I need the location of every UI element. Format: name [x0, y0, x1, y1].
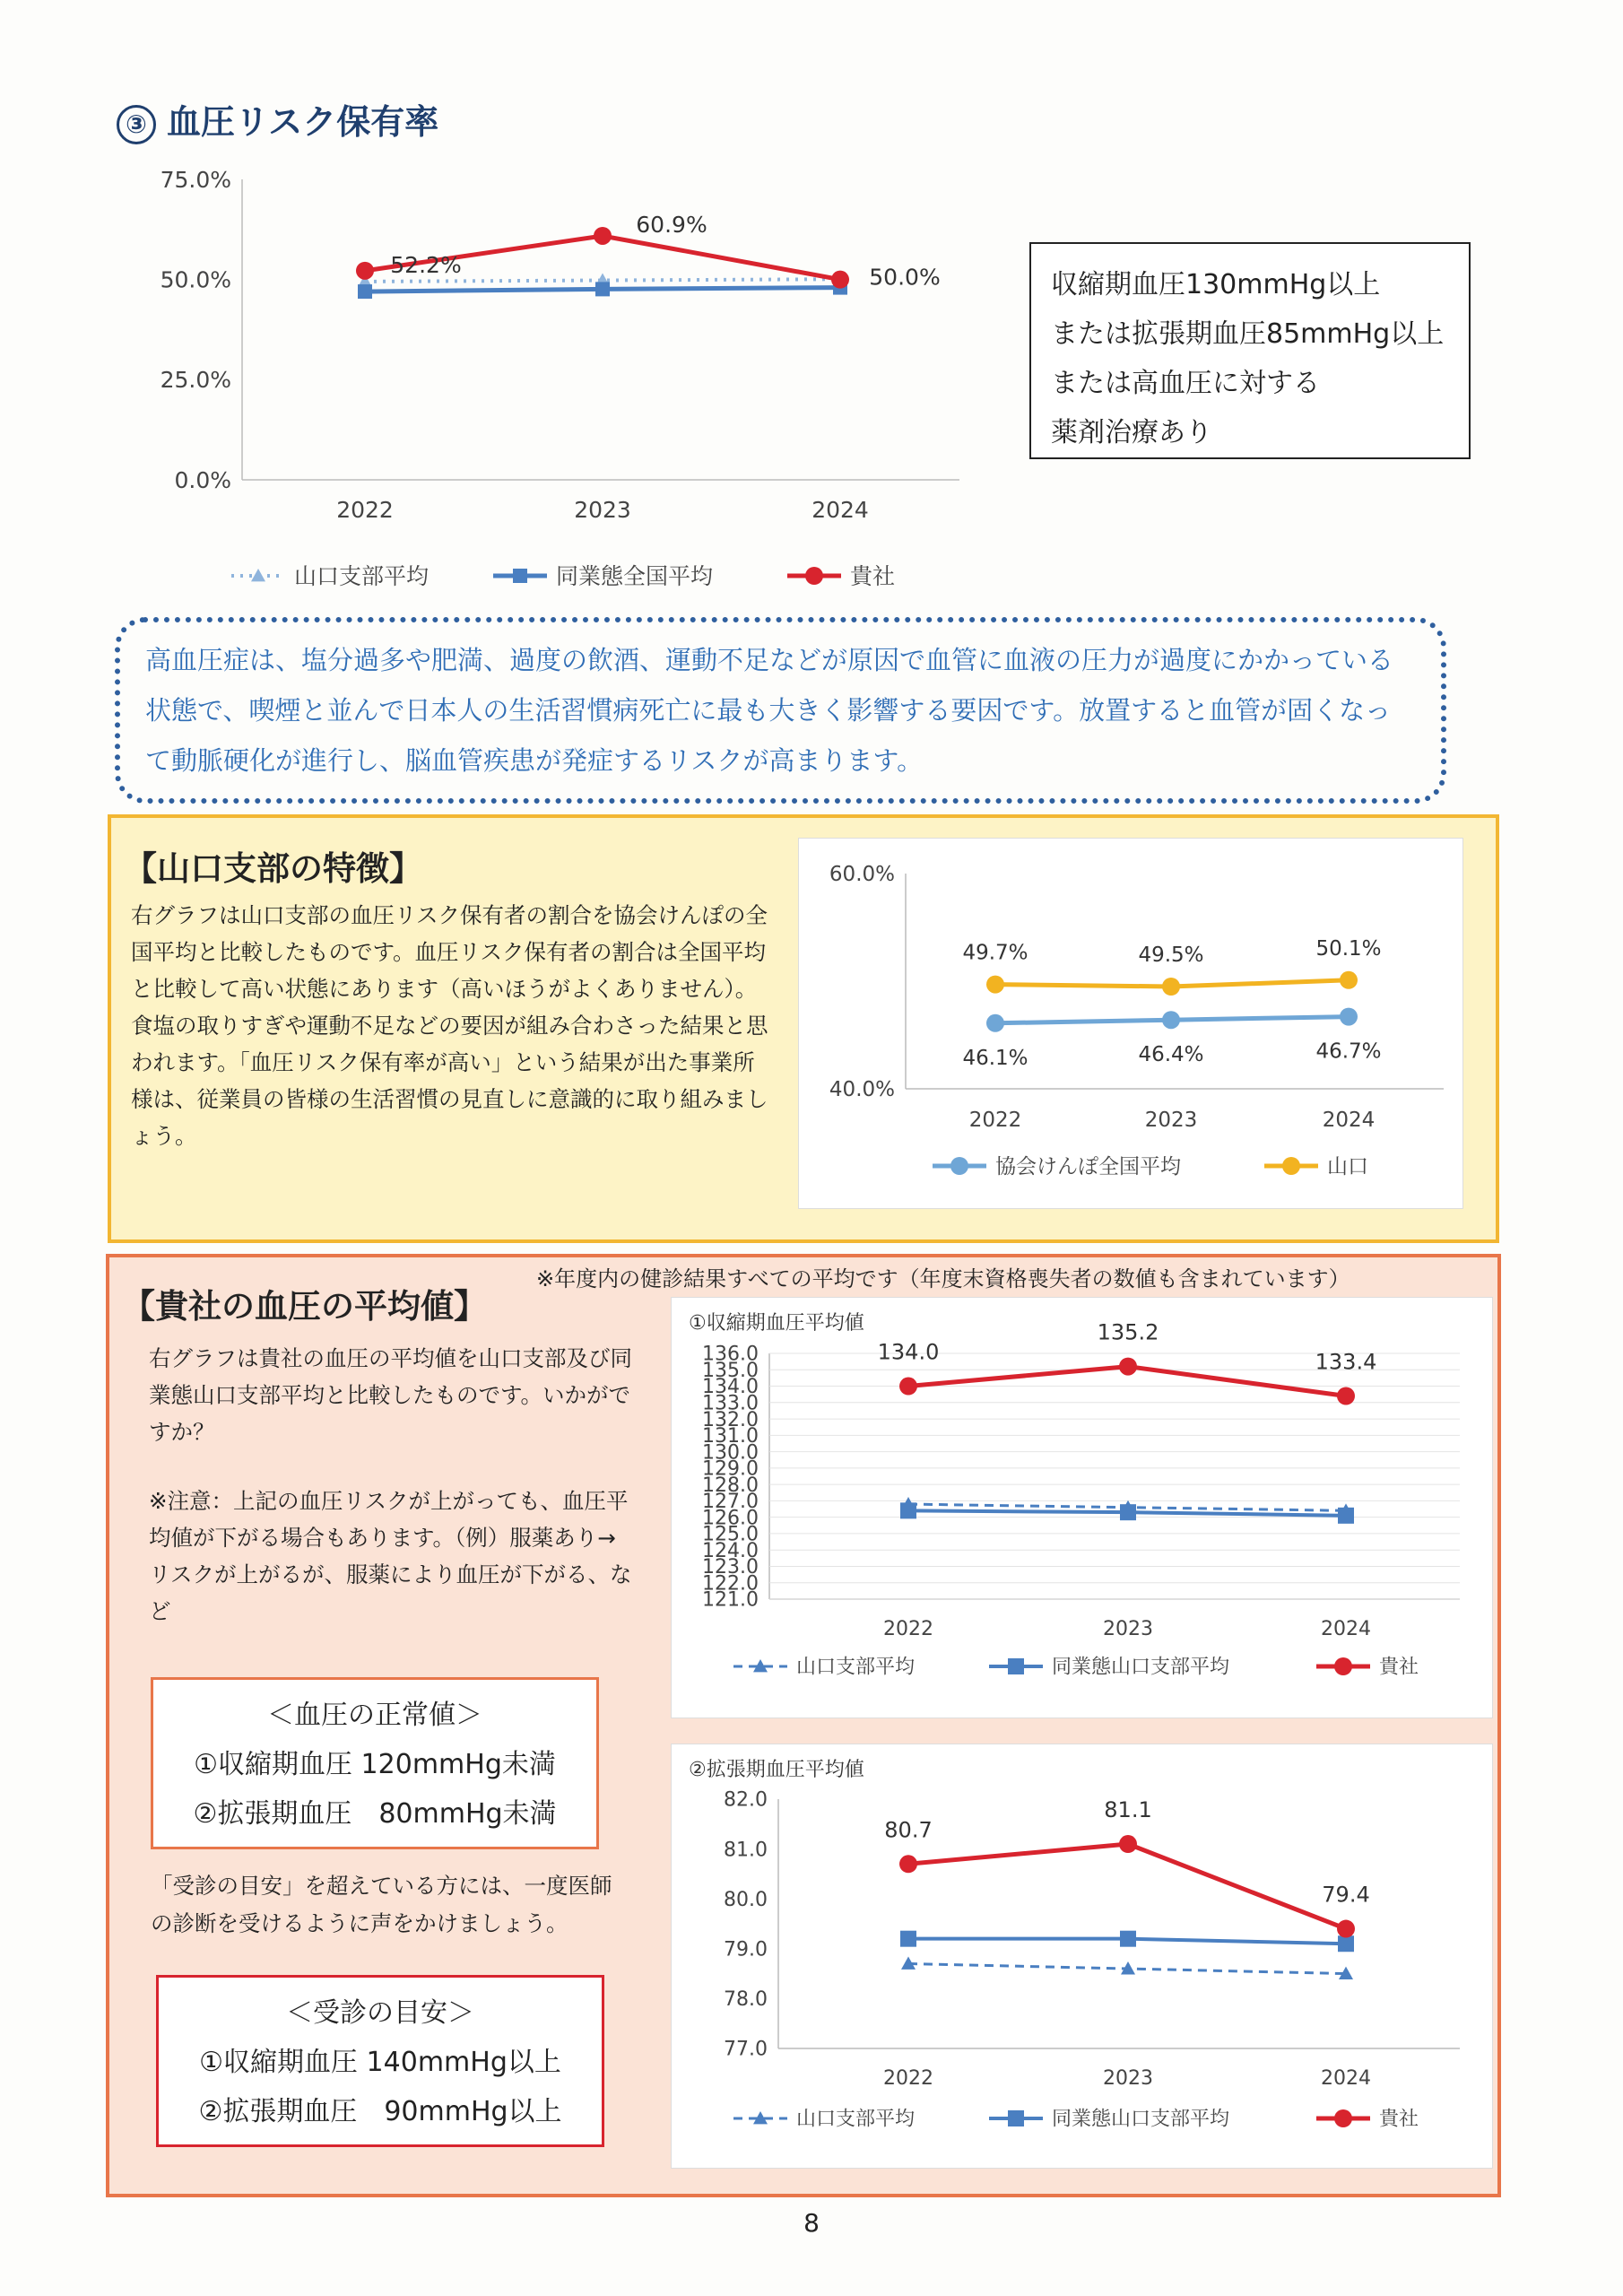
consult-criteria-box: [156, 1975, 604, 2147]
data-point: [900, 1931, 916, 1947]
legend-marker: [1334, 2109, 1352, 2127]
y-tick-label: 132.0: [702, 1408, 759, 1431]
y-tick-label: 128.0: [702, 1474, 759, 1497]
data-point: [595, 282, 610, 296]
x-tick-label: 2022: [968, 1109, 1022, 1132]
page-number: 8: [803, 2208, 820, 2238]
data-label: 52.2%: [390, 251, 462, 278]
y-tick-label: 125.0: [702, 1523, 759, 1546]
yamaguchi-feature-title: 【山口支部の特徴】: [124, 849, 422, 888]
data-point: [1340, 1008, 1358, 1026]
x-tick-label: 2023: [1103, 1618, 1153, 1640]
y-tick-label: 131.0: [702, 1425, 759, 1448]
risk-definition-line: または高血圧に対する: [1051, 368, 1320, 399]
x-tick-label: 2023: [1103, 2067, 1153, 2090]
y-tick-label: 127.0: [702, 1491, 759, 1514]
risk-definition-box: [1029, 242, 1471, 459]
data-point: [1338, 1508, 1354, 1524]
average-bp-text: [149, 1340, 633, 1630]
data-label: 49.7%: [962, 941, 1028, 965]
legend-label: 貴社: [1379, 2108, 1419, 2131]
y-tick-label: 130.0: [702, 1441, 759, 1465]
yamaguchi-risk-chart: [798, 838, 1462, 1207]
y-tick-label: 126.0: [702, 1507, 759, 1530]
legend-label: 山口支部平均: [796, 2108, 916, 2131]
legend-label: 貴社: [850, 562, 896, 589]
average-bp-title: 【貴社の血圧の平均値】: [122, 1287, 487, 1326]
data-label: 79.4: [1322, 1882, 1370, 1908]
data-label: 134.0: [877, 1339, 940, 1365]
x-tick-label: 2024: [1322, 1109, 1376, 1132]
consult-systolic: ①収縮期血圧 140mmHg以上: [199, 2047, 561, 2078]
legend-marker: [805, 567, 823, 585]
y-tick-label: 0.0%: [174, 466, 231, 493]
data-point: [899, 1378, 917, 1396]
legend-marker: [513, 569, 527, 583]
data-point: [1337, 1920, 1355, 1938]
legend-label: 協会けんぽ全国平均: [995, 1155, 1181, 1179]
data-label: 46.7%: [1315, 1039, 1382, 1064]
y-tick-label: 81.0: [724, 1839, 768, 1862]
y-tick-label: 79.0: [724, 1938, 768, 1961]
data-point: [1162, 1011, 1180, 1029]
data-label: 50.0%: [869, 264, 941, 291]
data-point: [986, 976, 1004, 994]
data-label: 49.5%: [1138, 944, 1204, 967]
section-number: ③: [117, 105, 156, 144]
chart-title: ①収縮期血圧平均値: [689, 1312, 864, 1335]
risk-definition-line: 収縮期血圧130mmHg以上: [1051, 269, 1381, 300]
y-tick-label: 60.0%: [829, 863, 895, 887]
systolic-average-chart: [671, 1297, 1491, 1717]
legend-label: 山口支部平均: [796, 1656, 916, 1679]
legend-label: 同業態全国平均: [556, 562, 714, 589]
data-point: [900, 1502, 916, 1518]
data-point: [1162, 978, 1180, 996]
normal-systolic: ①収縮期血圧 120mmHg未満: [194, 1749, 556, 1780]
data-point: [1340, 971, 1358, 989]
legend-label: 山口: [1327, 1155, 1368, 1179]
hypertension-explanation: 高血圧症は、塩分過多や肥満、過度の飲酒、運動不足などが原因で血管に血液の圧力が過度にかかっている状態で、喫煙と並んで日本人の生活習慣病死亡に最も大きく影響する要因です。放置すると血管が固くなって動脈硬化が進行し、脳血管疾患が発症するリスクが高まります。: [115, 617, 1446, 804]
data-point: [358, 284, 372, 299]
y-tick-label: 122.0: [702, 1572, 759, 1596]
data-point: [1337, 1387, 1355, 1405]
x-tick-label: 2023: [574, 497, 631, 523]
diastolic-average-chart: [671, 1744, 1491, 2167]
y-tick-label: 135.0: [702, 1359, 759, 1382]
y-tick-label: 136.0: [702, 1343, 759, 1366]
data-point: [831, 271, 849, 289]
legend-marker: [1008, 1658, 1024, 1674]
y-tick-label: 75.0%: [160, 166, 231, 193]
data-point: [1338, 1935, 1354, 1952]
y-tick-label: 133.0: [702, 1392, 759, 1415]
legend-marker: [251, 569, 265, 581]
y-tick-label: 25.0%: [160, 367, 231, 394]
data-label: 50.1%: [1315, 936, 1382, 961]
x-tick-label: 2022: [883, 1618, 933, 1640]
legend-label: 同業態山口支部平均: [1052, 1656, 1230, 1679]
data-point: [899, 1855, 917, 1873]
consult-criteria-title: ＜受診の目安＞: [286, 1997, 474, 2029]
y-tick-label: 134.0: [702, 1376, 759, 1399]
x-tick-label: 2022: [336, 497, 394, 523]
average-bp-caution: ※注意：上記の血圧リスクが上がっても、血圧平均値が下がる場合もあります。（例）服薬あり→リスクが上がるが、服薬により血圧が下がる、など: [149, 1488, 632, 1624]
consult-advice-text: 「受診の目安」を超えている方には、一度医師の診断を受けるように声をかけましょう。: [151, 1873, 612, 1936]
normal-values-box: [151, 1677, 599, 1849]
legend-label: 貴社: [1379, 1656, 1419, 1679]
data-point: [1119, 1358, 1137, 1376]
data-label: 80.7: [884, 1817, 933, 1843]
y-tick-label: 40.0%: [829, 1078, 895, 1102]
section-title-text: 血圧リスク保有率: [167, 102, 439, 142]
data-label: 133.4: [1315, 1349, 1377, 1375]
series-line: [908, 1844, 1346, 1929]
average-bp-intro: 右グラフは貴社の血圧の平均値を山口支部及び同業態山口支部平均と比較したものです。いかがですか？: [149, 1345, 632, 1445]
y-tick-label: 129.0: [702, 1457, 759, 1481]
legend-marker: [1282, 1157, 1300, 1175]
y-tick-label: 77.0: [724, 2038, 768, 2061]
normal-values-title: ＜血圧の正常値＞: [267, 1700, 482, 1731]
data-label: 60.9%: [636, 211, 707, 238]
legend-label: 山口支部平均: [294, 562, 430, 589]
data-point: [1119, 1835, 1137, 1853]
data-label: 46.4%: [1138, 1043, 1204, 1067]
data-point: [1120, 1504, 1136, 1520]
legend-marker: [950, 1157, 968, 1175]
legend-label: 同業態山口支部平均: [1052, 2108, 1230, 2131]
section-title: [117, 94, 438, 144]
y-tick-label: 78.0: [724, 1988, 768, 2012]
risk-definition-line: 薬剤治療あり: [1051, 417, 1212, 448]
x-tick-label: 2024: [812, 497, 869, 523]
risk-definition-line: または拡張期血圧85mmHg以上: [1051, 318, 1445, 350]
data-label: 81.1: [1104, 1797, 1152, 1823]
data-point: [594, 227, 612, 245]
yamaguchi-feature-text: 右グラフは山口支部の血圧リスク保有者の割合を協会けんぽの全国平均と比較したものです。血圧リスク保有者の割合は全国平均と比較して高い状態にあります（高いほうがよくありません）。食塩の取りすぎや運動不足などの要因が組み合わさった結果と思われます。「血圧リスク保有率が高い」という結果が出た事業所様は、従業員の皆様の生活習慣の見直しに意識的に取り組みましょう。: [131, 902, 768, 1149]
normal-diastolic: ②拡張期血圧 80mmHg未満: [193, 1798, 557, 1830]
x-tick-label: 2022: [883, 2067, 933, 2090]
data-label: 46.1%: [962, 1046, 1028, 1070]
risk-rate-chart: [117, 161, 977, 592]
consult-diastolic: ②拡張期血圧 90mmHg以上: [198, 2096, 562, 2127]
y-tick-label: 123.0: [702, 1556, 759, 1579]
data-label: 135.2: [1097, 1319, 1159, 1345]
data-point: [1120, 1931, 1136, 1947]
x-tick-label: 2024: [1321, 1618, 1371, 1640]
data-point: [356, 262, 374, 280]
legend-marker: [1334, 1657, 1352, 1675]
y-tick-label: 80.0: [724, 1888, 768, 1911]
y-tick-label: 124.0: [702, 1539, 759, 1562]
y-tick-label: 121.0: [702, 1588, 759, 1612]
y-tick-label: 82.0: [724, 1788, 768, 1812]
x-tick-label: 2024: [1321, 2067, 1371, 2090]
y-tick-label: 50.0%: [160, 266, 231, 293]
legend-marker: [1008, 2110, 1024, 2126]
x-tick-label: 2023: [1144, 1109, 1198, 1132]
chart-title: ②拡張期血圧平均値: [689, 1759, 864, 1781]
average-note: ※年度内の健診結果すべての平均です（年度末資格喪失者の数値も含まれています）: [536, 1266, 1350, 1292]
data-point: [986, 1014, 1004, 1032]
